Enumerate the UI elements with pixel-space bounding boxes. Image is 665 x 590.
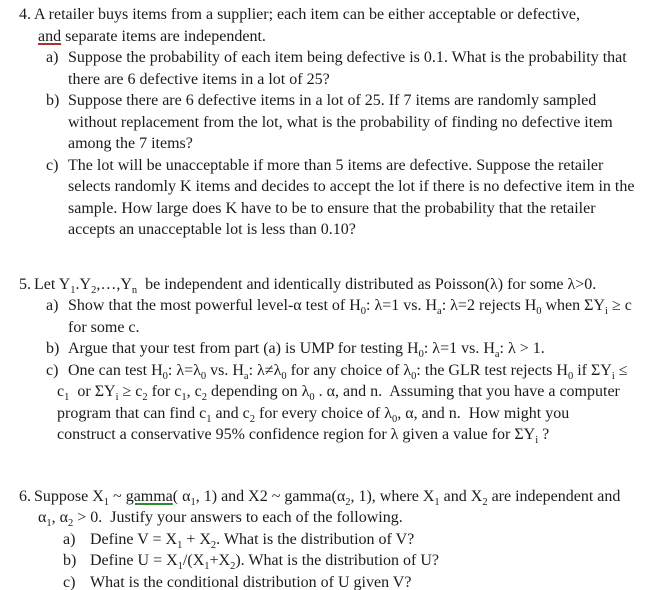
text-line <box>0 133 665 155</box>
subscript-text: 0 <box>418 349 424 361</box>
text-run: or ΣY <box>69 383 116 400</box>
list-item-label: c) <box>46 156 59 174</box>
text-run: α <box>38 509 47 526</box>
problem-6 <box>0 486 665 590</box>
text-run: ,…,Y <box>96 275 132 293</box>
text-run: : λ≠λ <box>248 361 282 379</box>
subscript-text: a <box>494 349 500 361</box>
text-run: accepts an unacceptable lot is less than 0.10? <box>68 221 356 238</box>
text-run: are independent and <box>487 487 621 505</box>
subscript-text: 1 <box>103 496 110 508</box>
text-run: : the GLR test rejects H <box>416 361 568 379</box>
problem-number: 4. <box>19 6 31 23</box>
text-run: gamma <box>125 487 173 505</box>
subscript-text: 1 <box>190 496 196 508</box>
text-run: c <box>57 383 65 400</box>
text-run: ≥ c <box>607 297 632 314</box>
text-line <box>0 90 665 112</box>
text-run: Suppose there are 6 defective items in a lot of 25. If 7 items are randomly sampled <box>68 92 597 109</box>
text-line <box>0 424 665 446</box>
text-run: : λ=2 rejects H <box>441 297 537 314</box>
text-run: A retailer buys items from a supplier; each item can be either acceptable or defective, <box>34 6 580 23</box>
list-item-label: a) <box>63 530 76 548</box>
text-run: vs. H <box>206 361 244 379</box>
subscript-text: 1 <box>434 496 440 508</box>
subscript-text: 1 <box>177 539 183 551</box>
subscript-text: 0 <box>411 370 417 382</box>
list-item-label: b) <box>46 92 60 109</box>
subscript-text: 2 <box>201 392 207 404</box>
list-item-label: c) <box>46 361 59 379</box>
text-run: depending on λ <box>207 383 310 400</box>
text-line <box>0 360 665 382</box>
subscript-text: 0 <box>281 370 287 382</box>
text-run: and <box>38 27 62 45</box>
text-run: sample. How large does K have to be to ensure that the probability that the retailer <box>68 199 596 217</box>
text-line <box>0 26 665 48</box>
subscript-text: a <box>243 370 249 382</box>
text-run: for c <box>147 383 182 400</box>
subscript-text: 0 <box>200 370 207 382</box>
text-run: ( α <box>172 487 191 505</box>
text-run: ≤ <box>614 361 628 379</box>
subscript-text: 2 <box>68 518 74 530</box>
text-run: and X <box>439 487 483 505</box>
text-line <box>0 219 665 241</box>
text-run: ≥ c <box>118 383 143 400</box>
text-run: among the 7 items? <box>68 135 193 152</box>
list-item-label: a) <box>46 297 59 314</box>
subscript-text: 0 <box>309 392 315 404</box>
subscript-text: 0 <box>392 413 398 425</box>
text-run: , 1) and X2 ~ gamma(α <box>195 487 346 505</box>
text-run: Argue that your test from part (a) is UMP for testing H <box>68 340 419 357</box>
subscript-text: 2 <box>210 539 217 551</box>
subscript-text: i <box>535 435 539 447</box>
problem-number: 6. <box>19 487 31 505</box>
text-run: be independent and identically distributed as Poisson(λ) for some λ>0. <box>137 275 597 293</box>
subscript-text: 2 <box>91 284 97 296</box>
text-run: /(X <box>182 552 205 569</box>
text-line <box>0 507 665 529</box>
subscript-text: 1 <box>206 413 212 425</box>
text-run: , α <box>51 509 69 526</box>
text-line <box>0 274 665 296</box>
text-run: if ΣY <box>573 361 612 379</box>
text-run: for every choice of λ <box>254 404 393 422</box>
text-run: Suppose the probability of each item being defective is 0.1. What is the probability that <box>68 49 627 66</box>
text-run: Define V = X <box>90 530 178 548</box>
text-run: : λ=1 vs. H <box>423 340 495 357</box>
subscript-text: i <box>115 392 119 404</box>
text-run: , α, and n. How might you <box>397 404 570 422</box>
subscript-text: 0 <box>162 370 168 382</box>
subscript-text: 0 <box>567 370 574 382</box>
text-run: + X <box>182 530 211 548</box>
text-run: without replacement from the lot, what is the probability of finding no defective item <box>68 113 613 131</box>
text-run: , c <box>186 383 202 400</box>
subscript-text: 2 <box>482 496 488 508</box>
text-run: Let Y <box>34 275 71 293</box>
subscript-text: 1 <box>46 518 52 530</box>
text-run: > 0. Justify your answers to each of the following. <box>73 509 403 526</box>
text-run: for some c. <box>68 318 140 336</box>
text-line <box>0 295 665 317</box>
subscript-text: 1 <box>204 561 210 573</box>
text-run: , 1), where X <box>350 487 435 505</box>
text-line <box>0 381 665 403</box>
subscript-text: a <box>437 306 442 318</box>
text-line <box>0 69 665 91</box>
text-run: Define U = X <box>90 552 178 569</box>
text-run: for any choice of λ <box>286 361 412 379</box>
text-line <box>0 529 665 551</box>
list-item-label: b) <box>46 340 60 357</box>
text-run: separate items are independent. <box>61 27 266 45</box>
text-run: .Y <box>75 275 92 293</box>
text-line <box>0 338 665 360</box>
list-item-label: a) <box>46 49 59 66</box>
text-run: : λ=1 vs. H <box>366 297 438 314</box>
problem-5 <box>0 274 665 446</box>
subscript-text: 0 <box>536 306 542 318</box>
text-run: construct a conservative 95% confidence region for λ given a value for ΣY <box>57 426 536 443</box>
text-line <box>0 47 665 69</box>
text-run: . What is the distribution of V? <box>216 530 415 548</box>
text-line <box>0 198 665 220</box>
text-line <box>0 4 665 26</box>
problem-4 <box>0 4 665 241</box>
text-run: Suppose X <box>34 487 104 505</box>
text-line <box>0 176 665 198</box>
text-line <box>0 550 665 572</box>
subscript-text: i <box>605 306 608 318</box>
text-run: there are 6 defective items in a lot of 25? <box>68 70 330 88</box>
text-run: ~ <box>109 487 126 505</box>
text-run: One can test H <box>68 361 163 379</box>
text-line <box>0 112 665 134</box>
text-line <box>0 317 665 339</box>
subscript-text: 0 <box>360 306 367 318</box>
text-line <box>0 486 665 508</box>
text-run: and c <box>211 404 250 422</box>
subscript-text: 1 <box>181 392 187 404</box>
list-item-label: b) <box>63 552 77 569</box>
subscript-text: 1 <box>177 561 183 573</box>
text-run: +X <box>209 552 231 569</box>
text-run: . α, and n. Assuming that you have a computer <box>314 383 620 400</box>
text-run: : λ=λ <box>167 361 201 379</box>
text-run: ? <box>538 426 550 443</box>
subscript-text: 2 <box>142 392 148 404</box>
text-line <box>0 572 665 590</box>
problem-number: 5. <box>19 275 31 293</box>
subscript-text: 1 <box>70 284 76 296</box>
list-item-label: c) <box>63 573 76 590</box>
text-run: : λ > 1. <box>499 340 545 357</box>
text-run: when ΣY <box>541 297 606 314</box>
text-run: The lot will be unacceptable if more than 5 items are defective. Suppose the retailer <box>68 156 604 174</box>
text-line <box>0 403 665 425</box>
subscript-text: 2 <box>249 413 255 425</box>
text-run: selects randomly K items and decides to accept the lot if there is no defective item in the <box>68 178 635 195</box>
text-run: Show that the most powerful level-α test of H <box>68 297 361 314</box>
subscript-text: 2 <box>230 561 236 573</box>
text-run: program that can find c <box>57 404 207 422</box>
subscript-text: 2 <box>345 496 351 508</box>
subscript-text: i <box>611 370 615 382</box>
text-line <box>0 155 665 177</box>
text-run: What is the conditional distribution of U given V? <box>90 573 412 590</box>
subscript-text: n <box>131 284 138 296</box>
subscript-text: 1 <box>64 392 70 404</box>
text-run: ). What is the distribution of U? <box>235 552 439 569</box>
